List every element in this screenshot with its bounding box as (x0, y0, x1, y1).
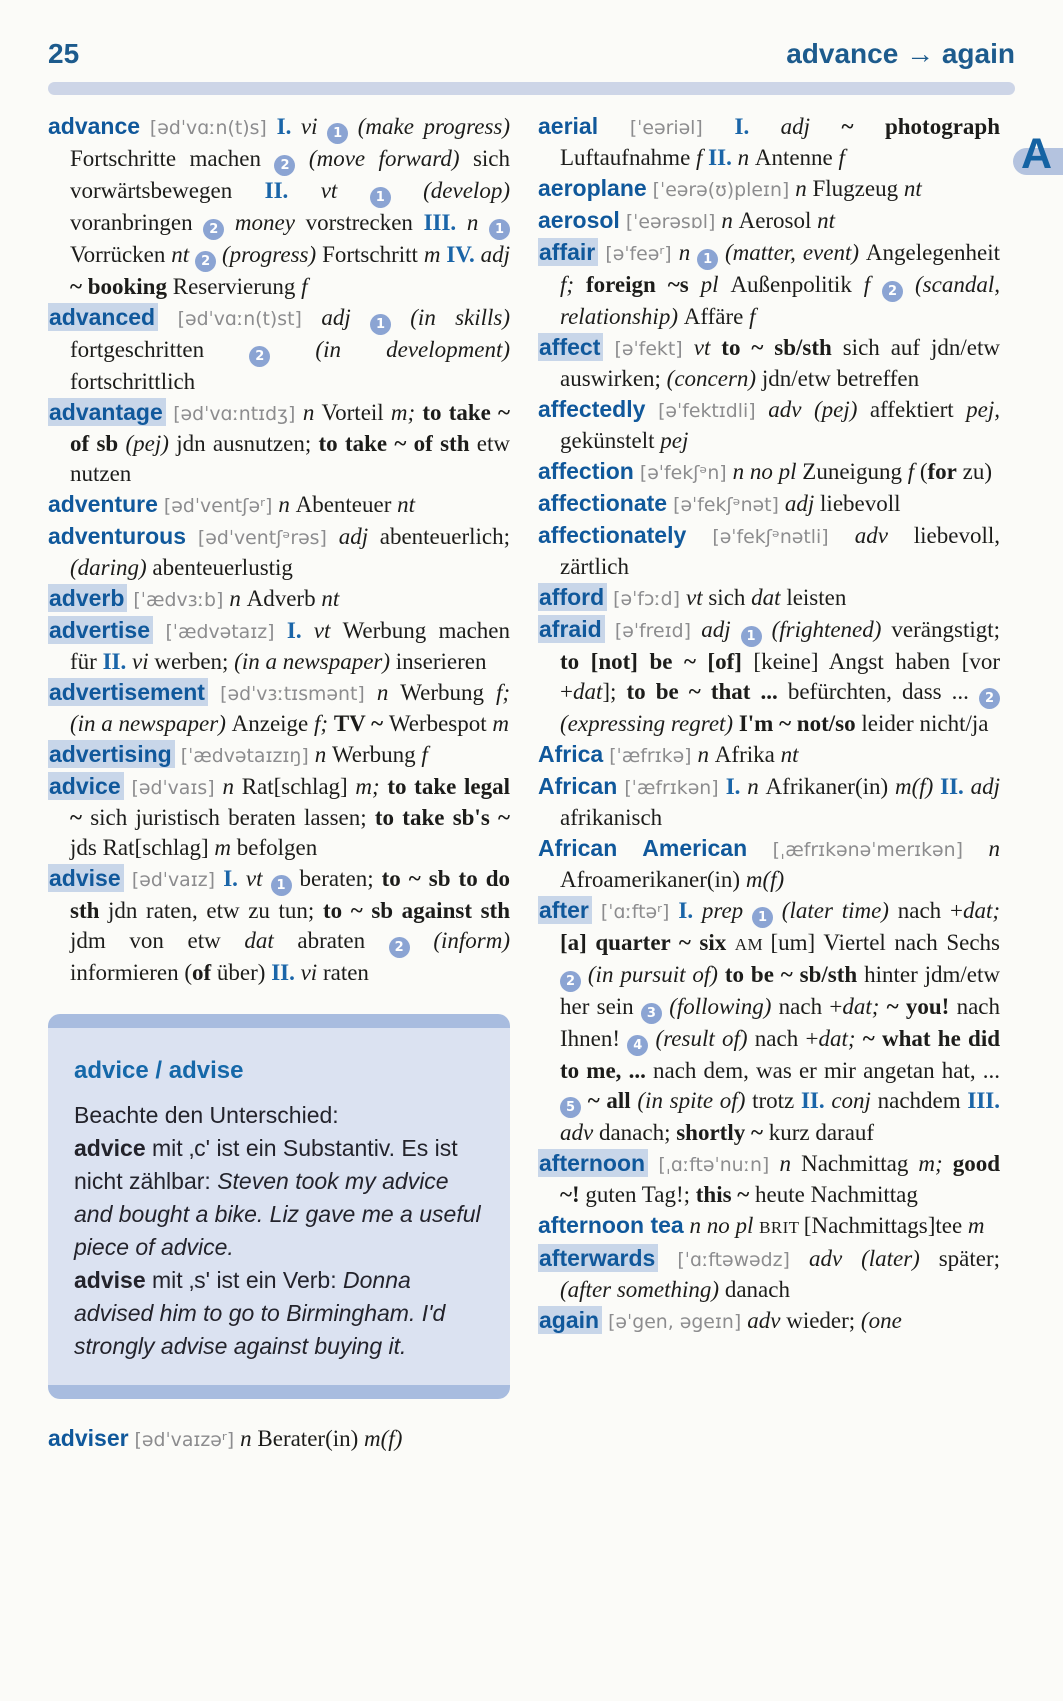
entry-aerial: aerial [ˈeəriəl] I. adj ~ photograph Luftaufnahme f II. n Antenne f (538, 113, 1001, 170)
left-entries-group (48, 111, 510, 988)
guide-words: advance → again (786, 38, 1015, 69)
sense-number-icon: 2 (249, 346, 270, 367)
entry-africa: Africa [ˈæfrɪkə] n Afrika nt (538, 741, 799, 767)
sense-number-icon: 1 (741, 626, 762, 647)
sense-number-icon: 1 (271, 875, 292, 896)
sense-number-icon: 2 (274, 155, 295, 176)
left-column (48, 111, 510, 1455)
letter-tab-label: A (1020, 130, 1052, 178)
entry-affectedly: affectedly [əˈfektɪdli] adv (pej) affektiert pej, gekünstelt pej (538, 396, 1001, 453)
entry-afford: afford [əˈfɔːd] vt sich dat leisten (539, 584, 847, 610)
entry-adventure: adventure [ədˈventʃəʳ] n Abenteuer nt (48, 491, 416, 517)
entry-african: African [ˈæfrɪkən] I. n Afrikaner(in) m(f) II. adj afrikanisch (538, 773, 1001, 830)
entry-afternoon-tea: afternoon tea n no pl BRIT [Nachmittags]tee m (538, 1212, 985, 1238)
usage-note-paragraph: advise mit ‚s' ist ein Verb: Donna advised him to go to Birmingham. I'd strongly advise against buying it. (74, 1267, 446, 1359)
usage-note-body (48, 1028, 510, 1385)
sense-number-icon: 1 (489, 219, 510, 240)
usage-note-paragraph: Beachte den Unterschied: (74, 1102, 339, 1128)
sense-number-icon: 3 (641, 1003, 662, 1024)
entry-advise: advise [ədˈvaɪz] I. vt 1 beraten; to ~ sb to do sth jdn raten, etw zu tun; to ~ sb against sth jdm von etw dat abraten 2 (inform) informieren (of über) II. vi raten (49, 865, 510, 985)
entry-afternoon: afternoon [ˌɑːftəˈnuːn] n Nachmittag m; good ~! guten Tag!; this ~ heute Nachmittag (539, 1150, 1001, 1207)
entry-after: after [ˈɑːftəʳ] I. prep 1 (later time) nach +dat; [a] quarter ~ six AM [um] Viertel nach Sechs 2 (in pursuit of) to be ~ sb/sth hinter jdm/etw her sein 3 (following) nach +dat; ~ you! nach Ihnen! 4 (result of) nach +dat; ~ what he did to me, ... nach dem, was er mir angetan hat, ... 5 ~ all (in spite of) trotz II. conj nachdem III. adv danach; shortly ~ kurz darauf (539, 897, 1001, 1145)
page-number: 25 (48, 38, 80, 69)
sense-number-icon: 2 (203, 219, 224, 240)
entry-affection: affection [əˈfekʃᵊn] n no pl Zuneigung f (for zu) (538, 458, 993, 484)
sense-number-icon: 2 (389, 937, 410, 958)
text-columns (48, 111, 1015, 1455)
entry-affectionate: affectionate [əˈfekʃᵊnət] adj liebevoll (538, 490, 901, 516)
entry-affectionately: affectionately [əˈfekʃᵊnətli] adv liebevoll, zärtlich (538, 522, 1000, 579)
entry-advertise: advertise [ˈædvətaɪz] I. vt Werbung machen für II. vi werben; (in a newspaper) inserieren (49, 617, 510, 674)
entry-again: again [əˈgen, əgeɪn] adv wieder; (one (539, 1307, 902, 1333)
sense-number-icon: 2 (882, 281, 903, 302)
sense-number-icon: 1 (370, 187, 391, 208)
entry-affair: affair [əˈfeəʳ] n 1 (matter, event) Angelegenheit f; foreign ~s pl Außenpolitik f 2 (scandal, relationship) Affäre f (539, 239, 1001, 329)
entry-advance: advance [ədˈvɑːn(t)s] I. vi 1 (make progress) Fortschritte machen 2 (move forward) sich vorwärtsbewegen II. vt 1 (develop) voranbringen 2 money vorstrecken III. n 1 Vorrücken nt 2 (progress) Fortschritt m IV. adj ~ booking Reservierung f (48, 113, 511, 299)
entry-advantage: advantage [ədˈvɑːntɪdʒ] n Vorteil m; to take ~ of sb (pej) jdn ausnutzen; to take ~ of sth etw nutzen (49, 399, 511, 486)
entry-advertisement: advertisement [ədˈvɜːtɪsmənt] n Werbung f; (in a newspaper) Anzeige f; TV ~ Werbespot m (49, 679, 511, 736)
sense-number-icon: 2 (979, 688, 1000, 709)
sense-number-icon: 1 (370, 314, 391, 335)
entry-aeroplane: aeroplane [ˈeərə(ʊ)pleɪn] n Flugzeug nt (538, 175, 922, 201)
entry-afraid: afraid [əˈfreɪd] adj 1 (frightened) verängstigt; to [not] be ~ [of] [keine] Angst haben [vor +dat]; to be ~ that ... befürchten, dass ... 2 (expressing regret) I'm ~ not/so leider nicht/ja (539, 616, 1001, 736)
entry-adviser: adviser [ədˈvaɪzəʳ] n Berater(in) m(f) (48, 1425, 403, 1451)
usage-note-paragraphs (74, 1099, 488, 1363)
left-entries-after-box (48, 1423, 510, 1455)
header-divider (48, 82, 1015, 95)
sense-number-icon: 4 (627, 1035, 648, 1056)
usage-note-top-bar (48, 1014, 510, 1028)
right-entries-group (538, 111, 1000, 1337)
letter-tab[interactable] (1013, 130, 1063, 178)
sense-number-icon: 1 (327, 123, 348, 144)
usage-note-bottom-bar (48, 1385, 510, 1399)
entry-advice: advice [ədˈvaɪs] n Rat[schlag] m; to take legal ~ sich juristisch beraten lassen; to take sb's ~ jds Rat[schlag] m befolgen (49, 773, 511, 860)
right-column (538, 111, 1000, 1455)
sense-number-icon: 2 (195, 251, 216, 272)
entry-adventurous: adventurous [ədˈventʃᵊrəs] adj abenteuerlich; (daring) abenteuerlustig (48, 523, 510, 580)
entry-advanced: advanced [ədˈvɑːn(t)st] adj 1 (in skills) fortgeschritten 2 (in development) fortschrittlich (49, 304, 511, 394)
usage-note-paragraph: advice mit ‚c' ist ein Substantiv. Es ist nicht zählbar: Steven took my advice and bought a bike. Liz gave me a useful piece of advice. (74, 1135, 481, 1260)
page-header (48, 38, 1015, 70)
sense-number-icon: 1 (697, 249, 718, 270)
entry-aerosol: aerosol [ˈeərəsɒl] n Aerosol nt (538, 207, 836, 233)
entry-affect: affect [əˈfekt] vt to ~ sb/sth sich auf jdn/etw auswirken; (concern) jdn/etw betreffen (539, 334, 1000, 391)
entry-adverb: adverb [ˈædvɜːb] n Adverb nt (49, 585, 340, 611)
usage-note-box (48, 1014, 510, 1399)
entry-african-american: African American [ˌæfrɪkənəˈmerɪkən] n Afroamerikaner(in) m(f) (538, 835, 1000, 892)
usage-note-title: advice / advise (74, 1057, 244, 1084)
sense-number-icon: 2 (560, 971, 581, 992)
sense-number-icon: 1 (752, 907, 773, 928)
entry-advertising: advertising [ˈædvətaɪzɪŋ] n Werbung f (49, 741, 428, 767)
sense-number-icon: 5 (560, 1097, 581, 1118)
entry-afterwards: afterwards [ˈɑːftəwədz] adv (later) später; (after something) danach (539, 1245, 1000, 1302)
